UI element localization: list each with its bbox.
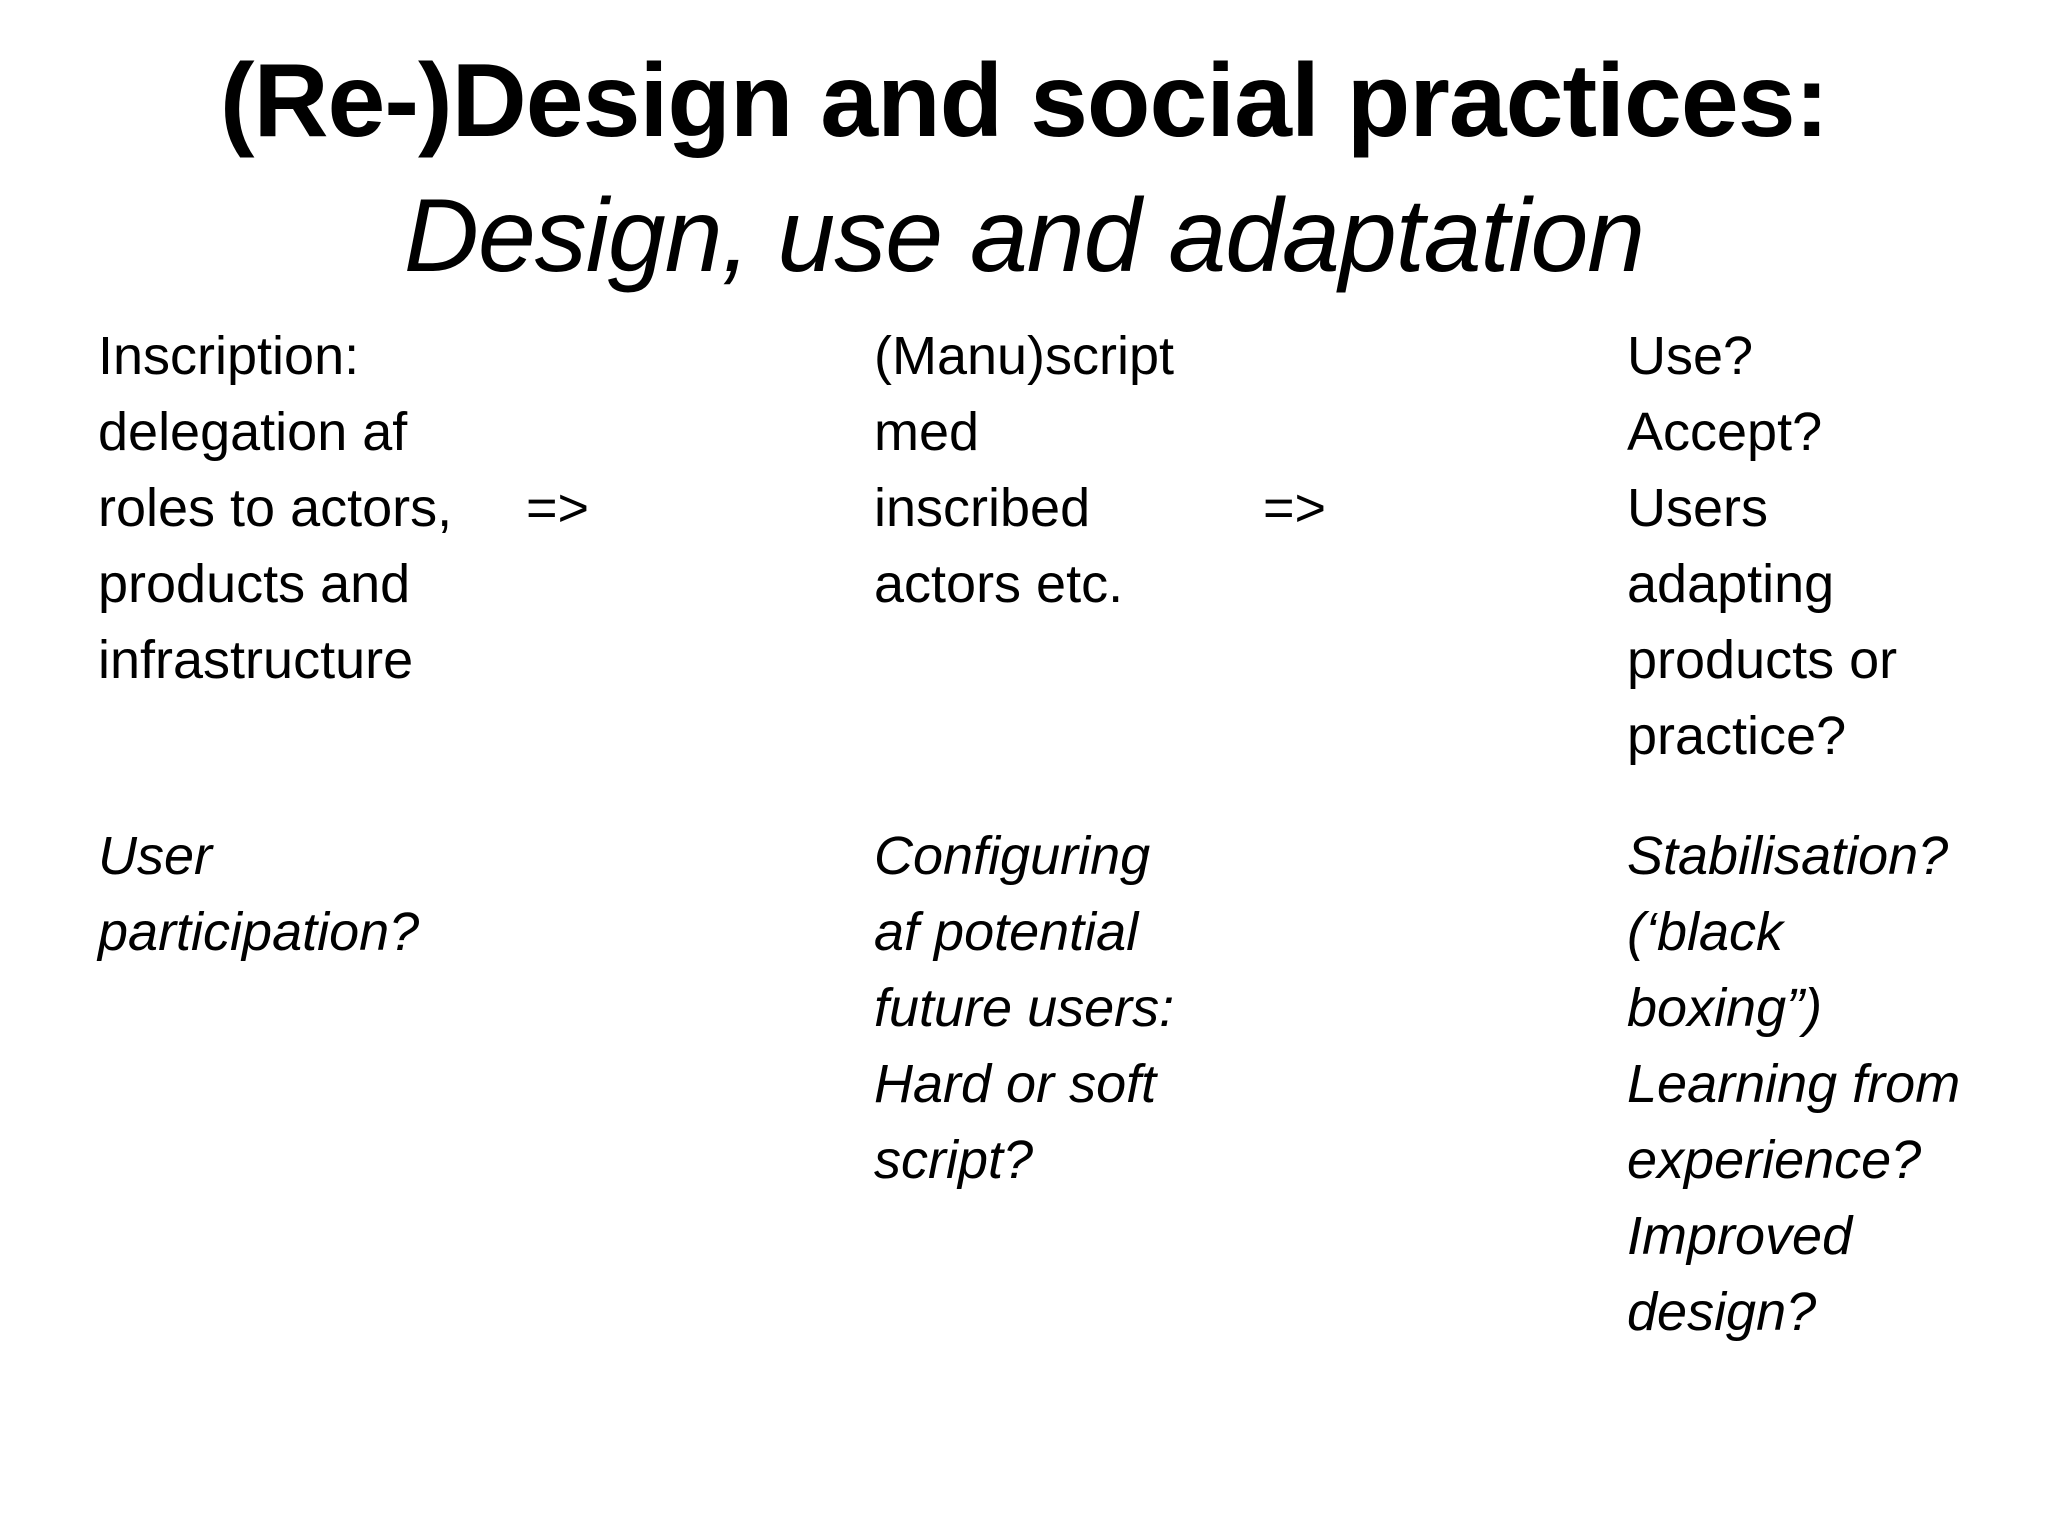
column-3-top-line: Use?	[1627, 326, 1754, 386]
column-2-bottom-text	[874, 818, 1174, 1198]
column-3-top-line: practice?	[1627, 706, 1847, 766]
column-1-top-line: products and	[98, 554, 411, 614]
column-2-bottom-line: Hard or soft	[874, 1054, 1157, 1114]
column-1-top-text	[98, 318, 452, 698]
column-3-top-line: Accept?	[1627, 402, 1823, 462]
column-1-bottom-text	[98, 818, 419, 970]
arrow-2: =>	[1263, 478, 1327, 538]
column-1-top-line: Inscription:	[98, 326, 360, 386]
column-3-bottom-line: (‘black	[1627, 902, 1784, 962]
column-2-top-line: med	[874, 402, 980, 462]
column-3-bottom-line: Stabilisation?	[1627, 826, 1949, 886]
column-1-top-line: roles to actors,	[98, 478, 453, 538]
column-3-top-line: products or	[1627, 630, 1898, 690]
column-2-top-text	[874, 318, 1174, 622]
column-2-bottom-line: af potential	[874, 902, 1139, 962]
column-3-bottom-line: Learning from	[1627, 1054, 1961, 1114]
column-2-bottom-line: Configuring	[874, 826, 1151, 886]
column-1-top-line: infrastructure	[98, 630, 414, 690]
column-1-bottom-line: User	[98, 826, 213, 886]
column-3-bottom-line: boxing”)	[1627, 978, 1823, 1038]
column-2-bottom-line: future users:	[874, 978, 1175, 1038]
slide-title-block	[0, 36, 2048, 306]
column-2-top-line: inscribed	[874, 478, 1091, 538]
column-1-top-line: delegation af	[98, 402, 408, 462]
column-1-bottom-line: participation?	[98, 902, 420, 962]
slide-title: (Re-)Design and social practices:	[219, 43, 1829, 159]
column-3-bottom-line: Improved	[1627, 1206, 1853, 1266]
column-2-bottom-line: script?	[874, 1130, 1034, 1190]
column-2-top-line: actors etc.	[874, 554, 1124, 614]
column-3-top-line: adapting	[1627, 554, 1835, 614]
column-3-bottom-line: experience?	[1627, 1130, 1922, 1190]
slide-subtitle: Design, use and adaptation	[403, 178, 1645, 294]
column-3-top-text	[1627, 318, 1897, 774]
column-2-top-line: (Manu)script	[874, 326, 1175, 386]
column-3-bottom-text	[1627, 818, 1960, 1350]
arrow-1: =>	[526, 478, 590, 538]
column-3-top-line: Users	[1627, 478, 1769, 538]
column-3-bottom-line: design?	[1627, 1282, 1817, 1342]
